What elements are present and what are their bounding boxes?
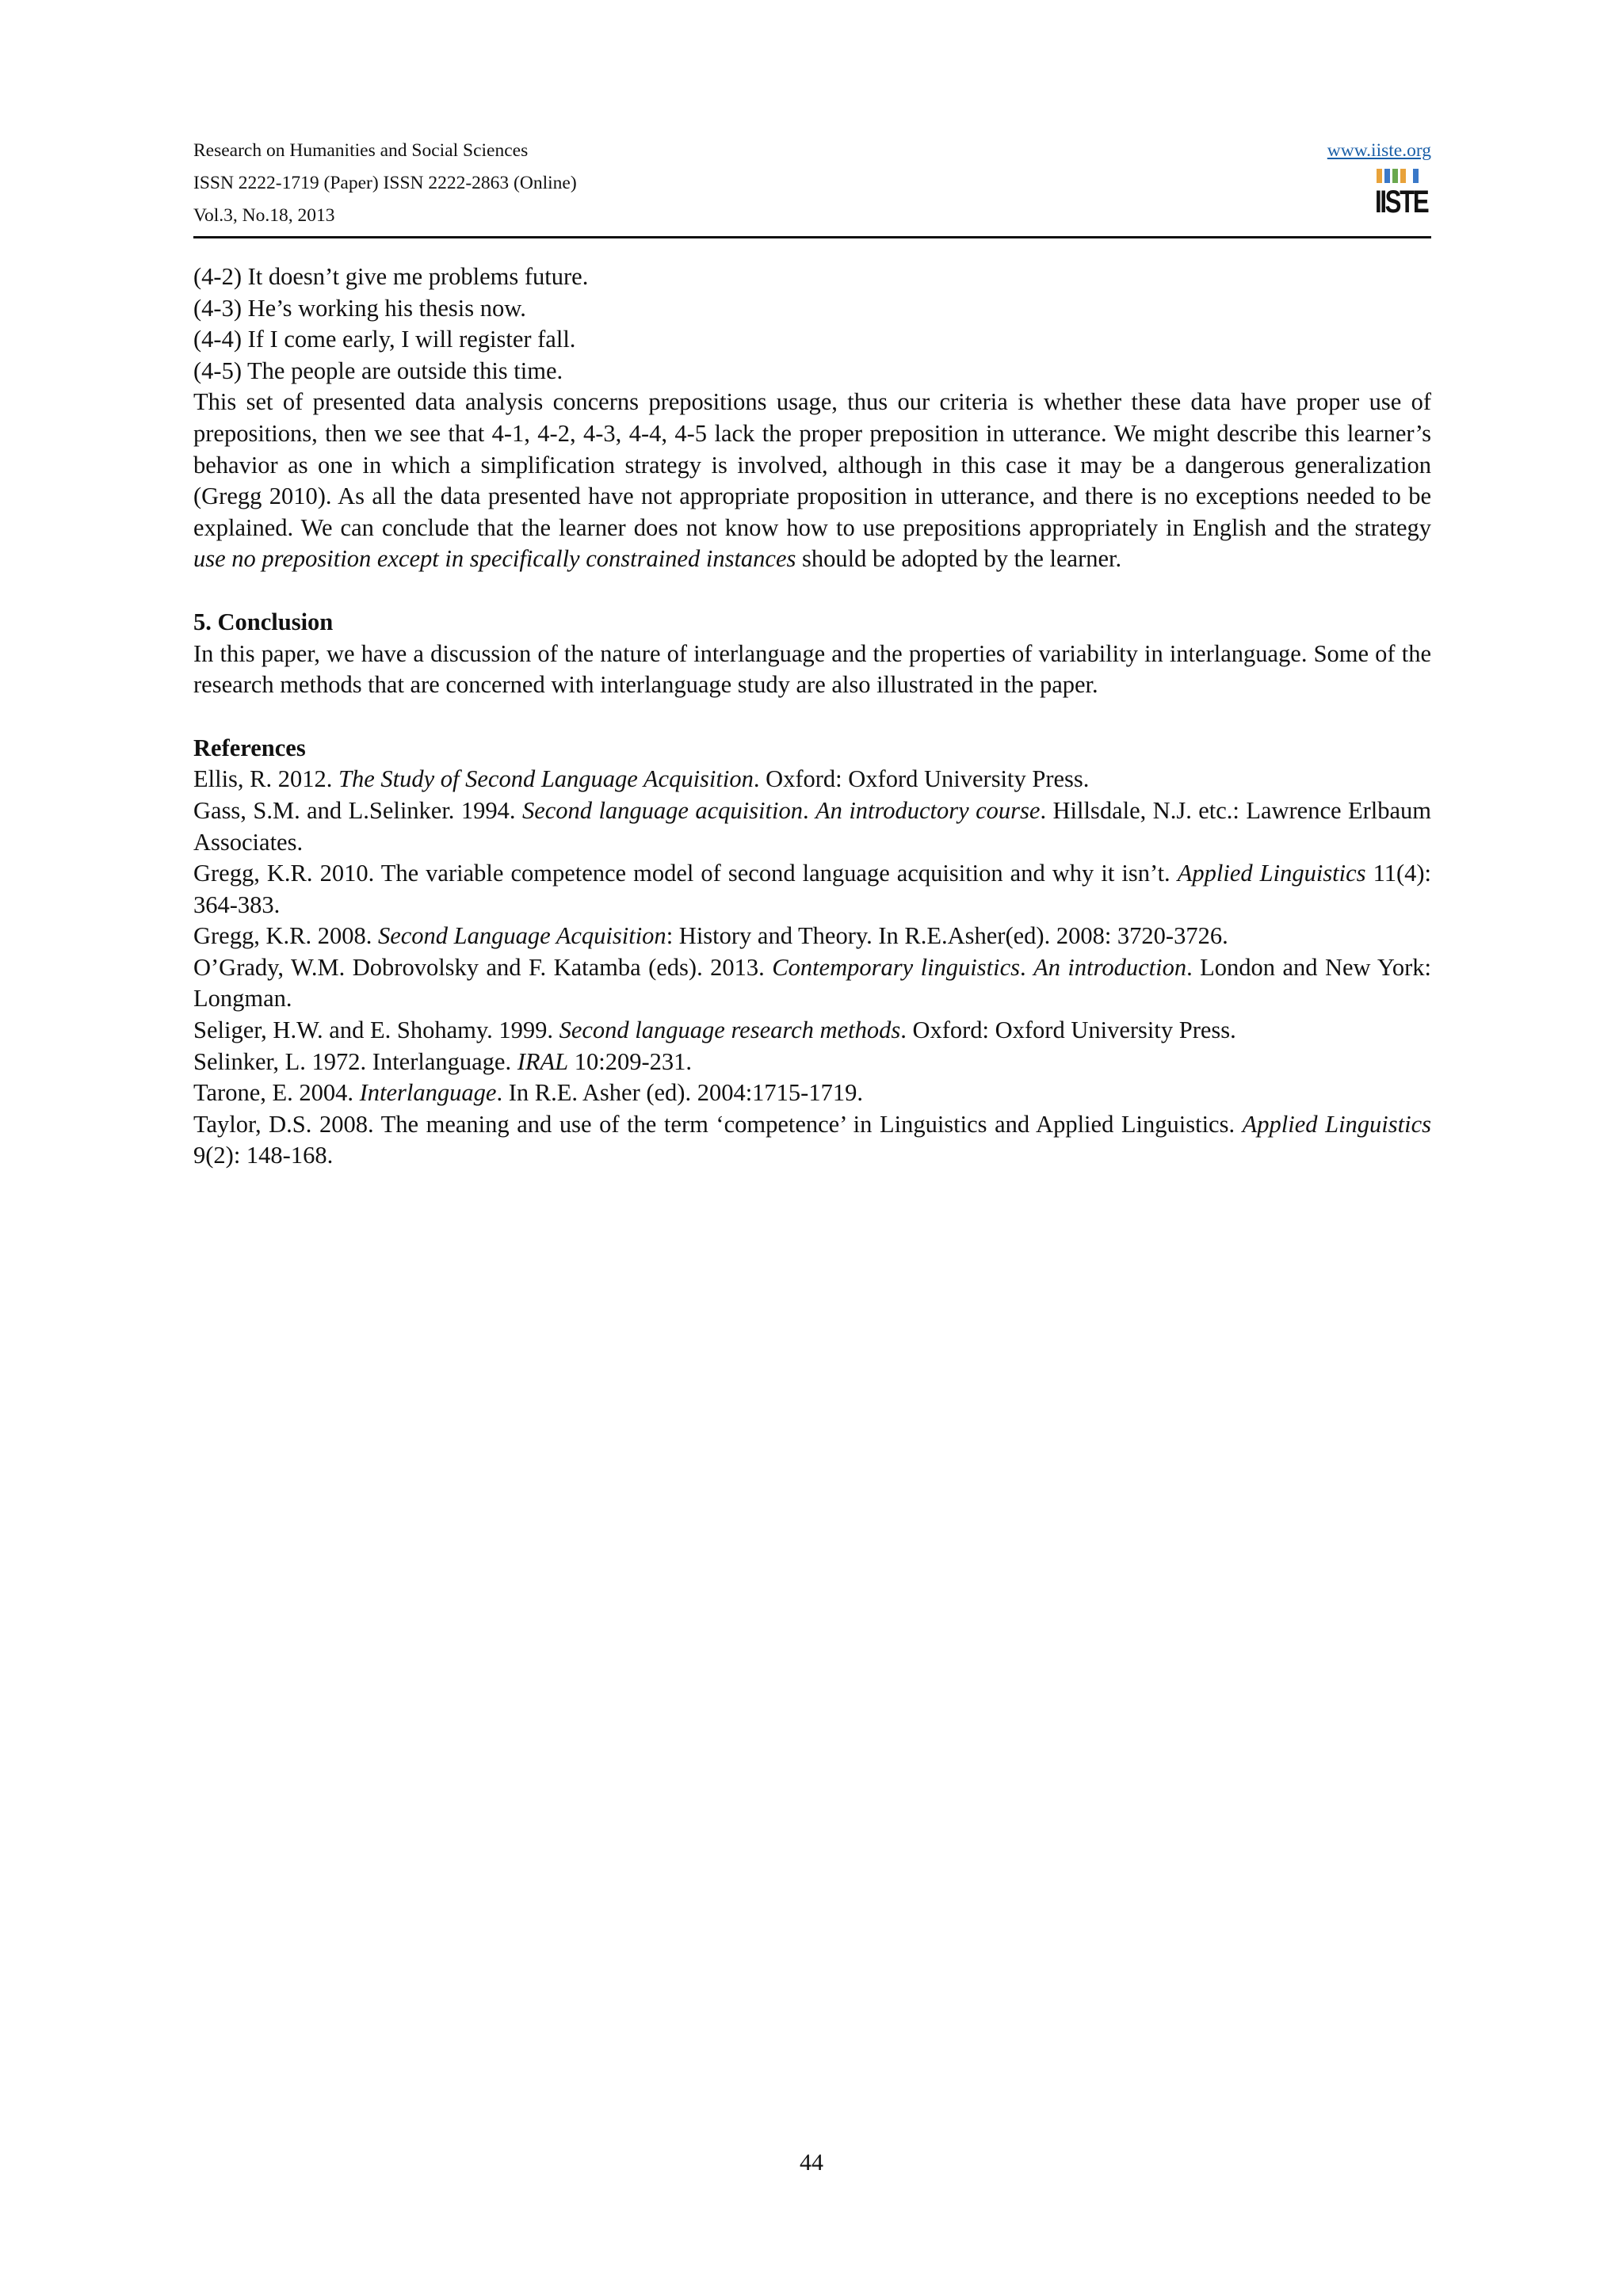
spacer <box>193 701 1431 733</box>
ref-title: Contemporary linguistics <box>772 953 1020 981</box>
ref-text: Ellis, R. 2012. <box>193 765 339 793</box>
logo-bar <box>1413 169 1419 183</box>
ref-text: 10:209-231. <box>568 1047 692 1075</box>
ref-text: 9(2): 148-168. <box>193 1142 334 1169</box>
ref-text: . London and New York: Longman. <box>193 953 1432 1013</box>
analysis-italic-strategy: use no preposition except in specifically constrained instances <box>193 545 796 573</box>
reference-item <box>193 1015 1431 1047</box>
ref-text: . <box>802 796 816 824</box>
header-rule <box>193 236 1431 238</box>
analysis-paragraph <box>193 387 1431 575</box>
ref-text: Gass, S.M. and L.Selinker. 1994. <box>193 796 522 824</box>
ref-subtitle: An introductory course <box>815 796 1041 824</box>
ref-text: : History and Theory. In R.E.Asher(ed). 2008: 3720-3726. <box>666 922 1228 950</box>
conclusion-paragraph: In this paper, we have a discussion of the nature of interlanguage and the properties of variability in interlanguage. Some of the research methods that are concerned with interlanguage study are also illustrated in the paper. <box>193 639 1431 699</box>
ref-journal: Applied Linguistics <box>1242 1110 1432 1138</box>
journal-url-link[interactable]: www.iiste.org <box>1327 140 1431 161</box>
reference-item <box>193 858 1431 921</box>
reference-item <box>193 1047 1431 1078</box>
volume-line: Vol.3, No.18, 2013 <box>193 205 335 226</box>
logo-text: IISTE <box>1375 185 1428 219</box>
ref-subtitle: An introduction <box>1033 953 1187 981</box>
example-line: (4-3) He’s working his thesis now. <box>193 294 526 322</box>
ref-text: O’Grady, W.M. Dobrovolsky and F. Katamba (eds). 2013. <box>193 953 773 981</box>
example-line: (4-4) If I come early, I will register fall. <box>193 326 576 353</box>
page-number: 44 <box>800 2149 823 2176</box>
conclusion-heading: 5. Conclusion <box>193 608 334 635</box>
reference-item <box>193 1077 1431 1109</box>
reference-item <box>193 952 1431 1015</box>
ref-text: 11(4): 364-383. <box>193 860 1432 918</box>
main-content <box>193 261 1431 1172</box>
ref-text: Gregg, K.R. 2008. <box>193 922 378 950</box>
example-line: (4-5) The people are outside this time. <box>193 357 563 384</box>
reference-item <box>193 921 1431 952</box>
reference-item <box>193 764 1431 795</box>
spacer <box>193 575 1431 607</box>
analysis-text-end: should be adopted by the learner. <box>801 545 1122 573</box>
ref-text: . Oxford: Oxford University Press. <box>753 765 1090 793</box>
iiste-logo <box>1375 169 1427 224</box>
ref-text: . <box>1020 953 1034 981</box>
analysis-text: This set of presented data analysis concerns prepositions usage, thus our criteria is whether these data have proper use of prepositions, then we see that 4-1, 4-2, 4-3, 4-4, 4-5 lack the proper preposition in utterance. We might describe this learner’s behavior as one in which a simplification strategy is involved, although in this case it may be a dangerous generalization (Gregg 2010). As all the data presented have not appropriate proposition in utterance, and there is no exceptions needed to be explained. We can conclude that the learner does not know how to use prepositions appropriately in English and the strategy <box>193 388 1431 541</box>
reference-item <box>193 1109 1431 1172</box>
ref-title: Second language acquisition <box>521 796 803 824</box>
journal-title: Research on Humanities and Social Sciences <box>193 140 529 161</box>
ref-text: Gregg, K.R. 2010. The variable competence model of second language acquisition and why it isn’t. <box>193 860 1178 887</box>
ref-text: . Hillsdale, N.J. etc.: Lawrence Erlbaum Associates. <box>193 796 1431 856</box>
ref-text: Taylor, D.S. 2008. The meaning and use of the term ‘competence’ in Linguistics and Applied Linguistics. <box>193 1110 1243 1138</box>
logo-bar <box>1377 169 1382 183</box>
references-heading: References <box>193 734 306 761</box>
ref-title: Second Language Acquisition <box>377 922 666 950</box>
issn-line: ISSN 2222-1719 (Paper) ISSN 2222-2863 (Online) <box>193 173 577 193</box>
logo-bar <box>1392 169 1398 183</box>
ref-journal: IRAL <box>517 1047 569 1075</box>
ref-journal: Applied Linguistics <box>1177 860 1366 887</box>
ref-title: Second language research methods <box>559 1016 901 1044</box>
ref-text: Seliger, H.W. and E. Shohamy. 1999. <box>193 1016 559 1044</box>
ref-text: . Oxford: Oxford University Press. <box>900 1016 1236 1044</box>
ref-text: Tarone, E. 2004. <box>193 1079 360 1107</box>
ref-title: The Study of Second Language Acquisition <box>338 765 754 793</box>
ref-text: . In R.E. Asher (ed). 2004:1715-1719. <box>496 1079 863 1107</box>
ref-title: Interlanguage <box>359 1079 497 1107</box>
logo-bar <box>1384 169 1390 183</box>
reference-item <box>193 795 1431 858</box>
ref-text: Selinker, L. 1972. Interlanguage. <box>193 1047 517 1075</box>
logo-bar <box>1400 169 1406 183</box>
example-line: (4-2) It doesn’t give me problems future. <box>193 263 589 290</box>
